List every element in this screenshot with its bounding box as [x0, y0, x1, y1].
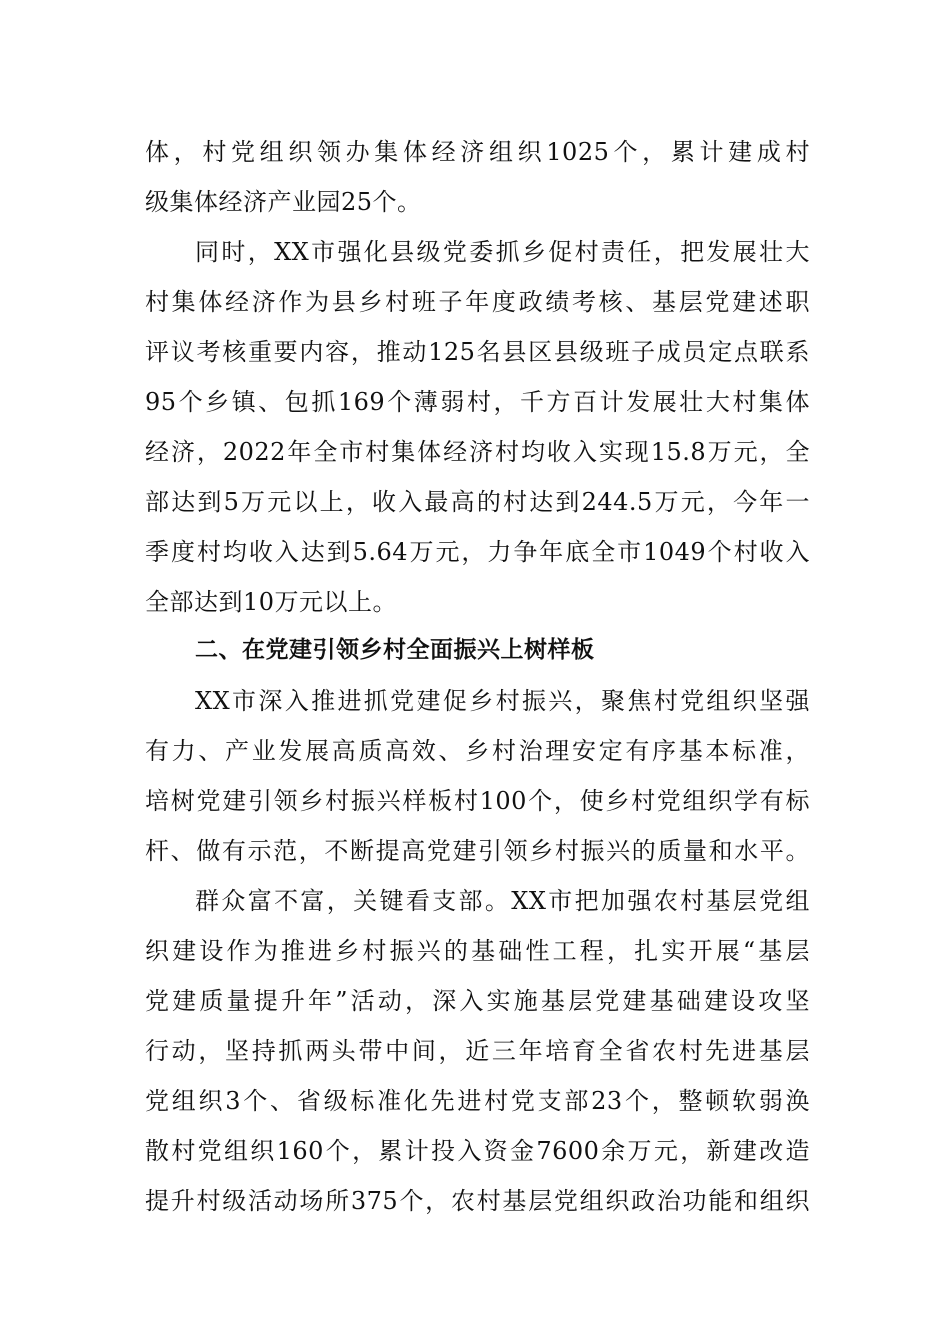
paragraph-2-line-4: 95个乡镇、包抓169个薄弱村，千方百计发展壮大村集体	[145, 388, 810, 416]
paragraph-4-line-5: 党组织3个、省级标准化先进村党支部23个，整顿软弱涣	[145, 1087, 810, 1115]
paragraph-2-line-7: 季度村均收入达到5.64万元，力争年底全市1049个村收入	[145, 538, 810, 566]
paragraph-4-line-2: 织建设作为推进乡村振兴的基础性工程，扎实开展“基层	[145, 937, 810, 965]
paragraph-2-line-1: 同时，XX市强化县级党委抓乡促村责任，把发展壮大	[195, 238, 810, 266]
paragraph-4-line-6: 散村党组织160个，累计投入资金7600余万元，新建改造	[145, 1137, 810, 1165]
paragraph-2-line-3: 评议考核重要内容，推动125名县区县级班子成员定点联系	[145, 338, 810, 366]
paragraph-3-line-1: XX市深入推进抓党建促乡村振兴，聚焦村党组织坚强	[195, 687, 810, 715]
paragraph-3-line-3: 培树党建引领乡村振兴样板村100个，使乡村党组织学有标	[145, 787, 810, 815]
paragraph-4-line-7: 提升村级活动场所375个，农村基层党组织政治功能和组织	[145, 1187, 810, 1215]
paragraph-4-line-4: 行动，坚持抓两头带中间，近三年培育全省农村先进基层	[145, 1037, 810, 1065]
paragraph-1-line-1: 体，村党组织领办集体经济组织1025个，累计建成村	[145, 138, 810, 166]
paragraph-1-line-2: 级集体经济产业园25个。	[145, 188, 422, 216]
paragraph-2-line-6: 部达到5万元以上，收入最高的村达到244.5万元，今年一	[145, 488, 810, 516]
paragraph-4-line-1: 群众富不富，关键看支部。XX市把加强农村基层党组	[195, 887, 810, 915]
paragraph-3-line-4: 杆、做有示范，不断提高党建引领乡村振兴的质量和水平。	[145, 837, 810, 865]
paragraph-2-line-5: 经济，2022年全市村集体经济村均收入实现15.8万元，全	[145, 438, 810, 466]
paragraph-2-line-8: 全部达到10万元以上。	[145, 588, 398, 616]
paragraph-4-line-3: 党建质量提升年”活动，深入实施基层党建基础建设攻坚	[145, 987, 810, 1015]
section-heading: 二、在党建引领乡村全面振兴上树样板	[195, 637, 595, 663]
paragraph-2-line-2: 村集体经济作为县乡村班子年度政绩考核、基层党建述职	[145, 288, 810, 316]
paragraph-3-line-2: 有力、产业发展高质高效、乡村治理安定有序基本标准，	[145, 737, 810, 765]
